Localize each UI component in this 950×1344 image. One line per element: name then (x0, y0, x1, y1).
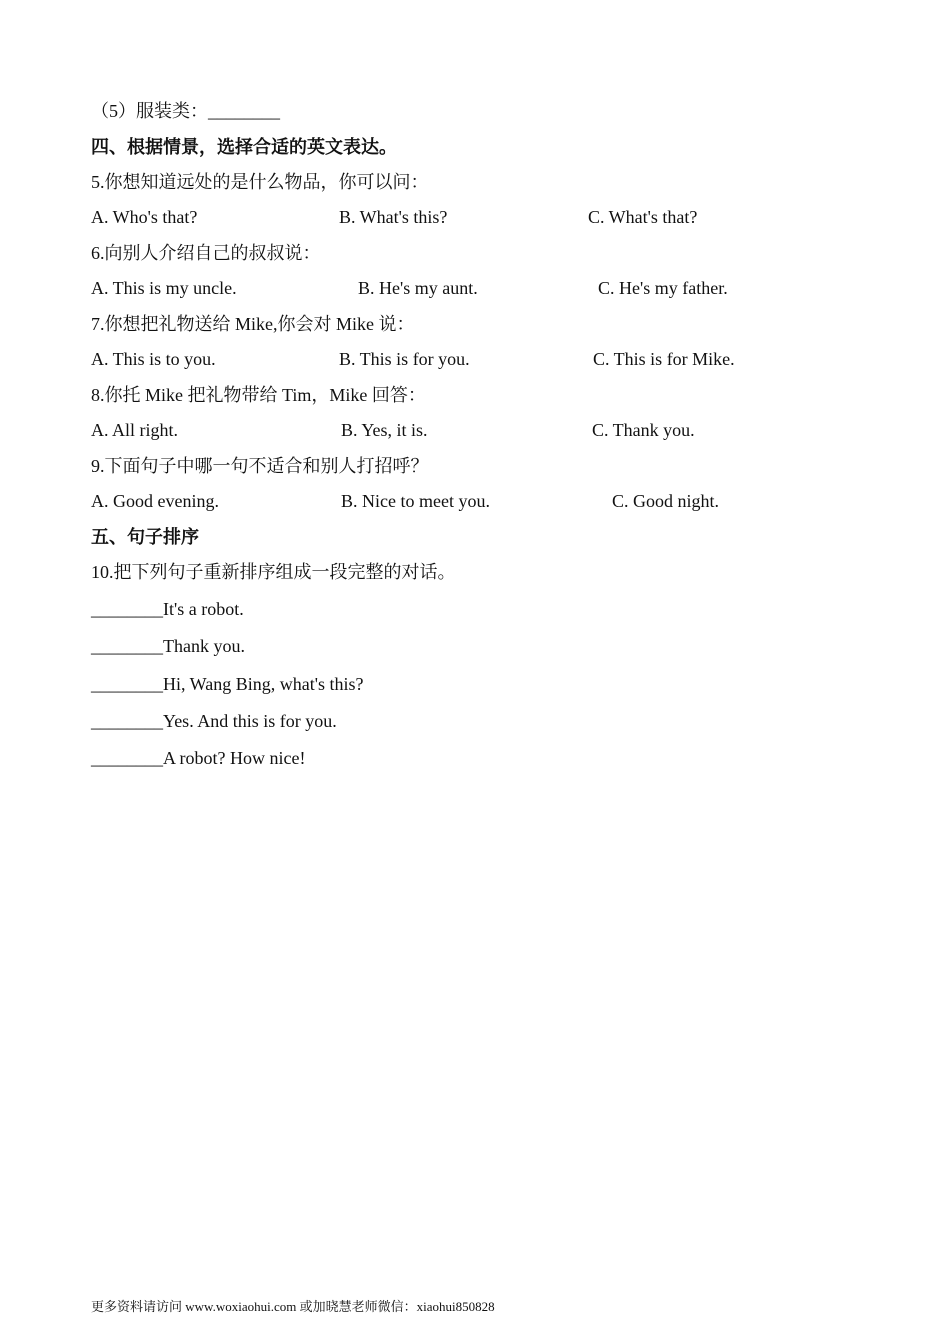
q5-option-b: B. What's this? (339, 207, 448, 227)
ordering-item: ________It's a robot. (91, 599, 244, 619)
q6-option-b: B. He's my aunt. (358, 278, 478, 298)
q8-option-b: B. Yes, it is. (341, 420, 428, 440)
q9-option-c: C. Good night. (612, 491, 720, 511)
ordering-item: ________Hi, Wang Bing, what's this? (91, 674, 364, 694)
page-footer: 更多资料请访问 www.woxiaohui.com 或加晓慧老师微信：xiaohui850828 (91, 1299, 495, 1314)
question-8: 8.你托 Mike 把礼物带给 Tim，Mike 回答： (91, 385, 426, 405)
q7-option-b: B. This is for you. (339, 349, 470, 369)
question-6: 6.向别人介绍自己的叔叔说： (91, 243, 321, 263)
q5-option-c: C. What's that? (588, 207, 698, 227)
q6-option-c: C. He's my father. (598, 278, 728, 298)
section-4-heading: 四、根据情景，选择合适的英文表达。 (91, 137, 397, 157)
question-10: 10.把下列句子重新排序组成一段完整的对话。 (91, 562, 456, 582)
q6-option-a: A. This is my uncle. (91, 278, 237, 298)
clothing-category-line: （5）服装类：________ (91, 101, 280, 121)
q9-option-b: B. Nice to meet you. (341, 491, 490, 511)
question-5: 5.你想知道远处的是什么物品，你可以问： (91, 172, 429, 192)
question-9: 9.下面句子中哪一句不适合和别人打招呼？ (91, 456, 429, 476)
q7-option-a: A. This is to you. (91, 349, 216, 369)
ordering-item: ________Thank you. (91, 636, 245, 656)
q9-option-a: A. Good evening. (91, 491, 219, 511)
ordering-item: ________A robot? How nice! (91, 748, 306, 768)
q5-option-a: A. Who's that? (91, 207, 198, 227)
q7-option-c: C. This is for Mike. (593, 349, 735, 369)
question-7: 7.你想把礼物送给 Mike,你会对 Mike 说： (91, 314, 415, 334)
ordering-item: ________Yes. And this is for you. (91, 711, 337, 731)
section-5-heading: 五、句子排序 (91, 527, 199, 547)
q8-option-c: C. Thank you. (592, 420, 695, 440)
q8-option-a: A. All right. (91, 420, 179, 440)
